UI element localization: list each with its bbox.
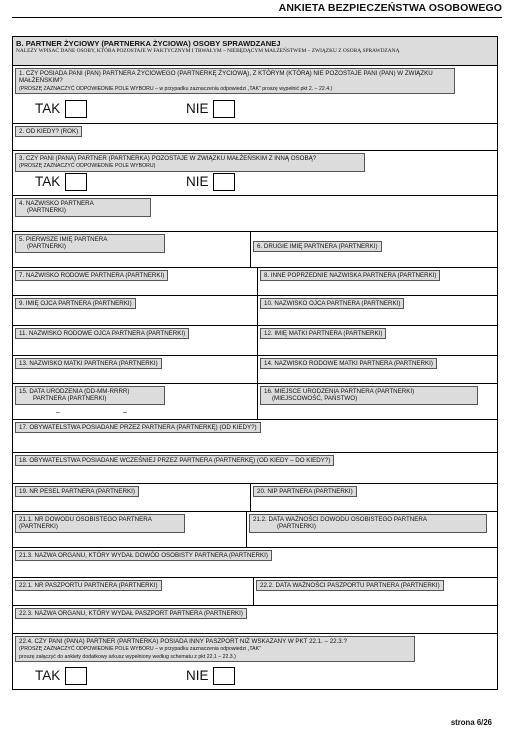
partner-form (12, 36, 498, 690)
question-21-2-label (249, 514, 487, 533)
question-21-1-label (15, 514, 185, 533)
question-20-field[interactable] (251, 484, 497, 511)
question-22-1-label: 22.1. NR PASZPORTU PARTNERA (PARTNERKI) (15, 580, 162, 591)
question-22-4-tak-checkbox[interactable] (65, 667, 87, 685)
question-2-row[interactable] (13, 124, 497, 151)
question-22-4-text: 22.4. CZY PANI (PANA) PARTNER (PARTNERKA) POSIADA INNY PASZPORT NIŻ WSKAZANY W PKT 22.1. – 22.3.? (19, 638, 347, 645)
question-15-field[interactable] (13, 384, 258, 419)
question-19-label: 19. NR PESEL PARTNERA (PARTNERKI) (15, 486, 139, 497)
question-22-1-field[interactable] (13, 578, 254, 605)
question-9-label: 9. IMIĘ OJCA PARTNERA (PARTNERKI) (15, 298, 136, 309)
question-14-label: 14. NAZWISKO RODOWE MATKI PARTNERA (PARTNERKI) (260, 358, 437, 369)
question-5-text: 5. PIERWSZE IMIĘ PARTNERA (19, 236, 108, 243)
question-13-label: 13. NAZWISKO MATKI PARTNERA (PARTNERKI) (15, 358, 162, 369)
question-4-text: 4. NAZWISKO PARTNERA (19, 200, 94, 207)
question-8-label: 8. INNE POPRZEDNIE NAZWISKA PARTNERA (PARTNERKI) (260, 270, 440, 281)
question-3-nie-checkbox[interactable] (213, 173, 235, 191)
question-22-3-label: 22.3. NAZWA ORGANU, KTÓRY WYDAŁ PASZPORT PARTNERA (PARTNERKI) (15, 608, 247, 619)
question-22-4-tak-label: TAK (35, 668, 61, 683)
question-6-field[interactable] (251, 232, 497, 267)
page-number: strona 6/26 (450, 718, 492, 727)
question-14-field[interactable] (258, 356, 497, 383)
section-title: B. PARTNER ŻYCIOWY (PARTNERKA ŻYCIOWA) OSOBY SPRAWDZANEJ (16, 39, 281, 48)
question-1-label (15, 68, 455, 94)
question-17-row[interactable] (13, 420, 497, 453)
question-18-row[interactable] (13, 453, 497, 484)
question-4-row[interactable] (13, 196, 497, 232)
question-13-14-row (13, 356, 497, 384)
document-title: ANKIETA BEZPIECZEŃSTWA OSOBOWEGO (278, 2, 502, 14)
question-7-label: 7. NAZWISKO RODOWE PARTNERA (PARTNERKI) (15, 270, 168, 281)
question-1-hint: (PROSZĘ ZAZNACZYĆ ODPOWIEDNIE POLE WYBORU – w przypadku zaznaczenia odpowiedzi „TAK” proszę wypełnić pkt 2. – 22.4.) (19, 85, 333, 92)
question-22-4-row (13, 634, 497, 689)
question-1-nie-label: NIE (186, 101, 209, 116)
date-separator-2: – (123, 409, 127, 416)
question-5-6-row (13, 232, 497, 268)
question-17-label: 17. OBYWATELSTWA POSIADANE PRZEZ PARTNERA (PARTNERKĘ) (OD KIEDY?) (15, 422, 261, 433)
question-19-field[interactable] (13, 484, 251, 511)
question-6-label: 6. DRUGIE IMIĘ PARTNERA (PARTNERKI) (253, 241, 382, 252)
question-19-20-row (13, 484, 497, 512)
question-22-2-label: 22.2. DATA WAŻNOŚCI PASZPORTU PARTNERA (PARTNERKI) (256, 580, 444, 591)
question-15-label (15, 386, 165, 405)
question-12-label: 12. IMIĘ MATKI PARTNERA (PARTNERKI) (260, 328, 386, 339)
question-16-text-2: (MIEJSCOWOŚĆ, PAŃSTWO) (272, 395, 358, 403)
question-3-nie-label: NIE (186, 174, 209, 189)
question-11-12-row (13, 326, 497, 356)
question-22-4-hint-2: proszę załączyć do ankiety dodatkowy arkusz wypełniony według schematu z pkt 22.1 – 22.3.) (19, 653, 236, 660)
question-22-4-hint: (PROSZĘ ZAZNACZYĆ ODPOWIEDNIE POLE WYBORU – w przypadku zaznaczenia odpowiedzi „TAK” (19, 646, 261, 653)
question-4-label (15, 198, 151, 217)
question-3-hint: (PROSZĘ ZAZNACZYĆ ODPOWIEDNIE POLE WYBORU) (19, 163, 156, 170)
question-5-field[interactable] (13, 232, 251, 267)
question-12-field[interactable] (258, 326, 497, 355)
question-16-field[interactable] (258, 384, 497, 419)
question-10-field[interactable] (258, 296, 497, 325)
question-2-label: 2. OD KIEDY? (ROK) (15, 126, 82, 137)
question-22-4-label (15, 636, 415, 662)
question-3-tak-label: TAK (35, 174, 61, 189)
question-3-tak-checkbox[interactable] (65, 173, 87, 191)
question-10-label: 10. NAZWISKO OJCA PARTNERA (PARTNERKI) (260, 298, 404, 309)
question-7-8-row (13, 268, 497, 296)
question-20-label: 20. NIP PARTNERA (PARTNERKI) (253, 486, 357, 497)
title-rule (12, 17, 502, 18)
question-4-text-2: (PARTNERKI) (27, 207, 66, 215)
question-22-1-2-row (13, 578, 497, 606)
question-9-field[interactable] (13, 296, 258, 325)
question-15-text: 15. DATA URODZENIA (DD-MM-RRRR) (19, 388, 130, 395)
question-22-4-nie-checkbox[interactable] (213, 667, 235, 685)
question-21-1-field[interactable] (13, 512, 247, 547)
question-5-text-2: (PARTNERKI) (27, 243, 66, 251)
section-note: NALEŻY WPISAĆ DANE OSOBY, KTÓRA POZOSTAJE W FAKTYCZNYM I TRWAŁYM – NIEBĘDĄCYM MAŁŻEŃSTWEM – ZWIĄZKU Z OSOBĄ SPRAWDZANĄ (16, 48, 400, 54)
question-21-1-2-row (13, 512, 497, 548)
question-15-16-row (13, 384, 497, 420)
question-21-2-text-2: (PARTNERKI) (277, 523, 316, 531)
question-1-nie-checkbox[interactable] (213, 100, 235, 118)
question-3-row (13, 151, 497, 196)
question-22-4-nie-label: NIE (186, 668, 209, 683)
question-21-3-label: 21.3. NAZWA ORGANU, KTÓRY WYDAŁ DOWÓD OSOBISTY PARTNERA (PARTNERKI) (15, 550, 272, 561)
question-16-label (260, 386, 478, 405)
question-18-label: 18. OBYWATELSTWA POSIADANE WCZEŚNIEJ PRZEZ PARTNERA (PARTNERKĘ) (OD KIEDY – DO KIEDY?) (15, 455, 334, 466)
question-21-2-text: 21.2. DATA WAŻNOŚCI DOWODU OSOBISTEGO PARTNERA (253, 516, 427, 523)
question-15-text-2: PARTNERA (PARTNERKI) (33, 395, 107, 403)
question-7-field[interactable] (13, 268, 258, 295)
question-22-3-row[interactable] (13, 606, 497, 634)
question-11-label: 11. NAZWISKO RODOWE OJCA PARTNERA (PARTNERKI) (15, 328, 189, 339)
question-1-tak-label: TAK (35, 101, 61, 116)
question-22-2-field[interactable] (254, 578, 497, 605)
question-3-text: 3. CZY PANI (PANA) PARTNER (PARTNERKA) POZOSTAJE W ZWIĄZKU MAŁŻEŃSKIM Z INNĄ OSOBĄ? (19, 155, 317, 162)
section-header (13, 37, 497, 66)
question-3-label (15, 153, 365, 172)
question-21-3-row[interactable] (13, 548, 497, 578)
question-8-field[interactable] (258, 268, 497, 295)
question-1-row (13, 66, 497, 124)
question-1-text: 1. CZY POSIADA PANI (PAN) PARTNERA ŻYCIOWEGO (PARTNERKĘ ŻYCIOWĄ), Z KTÓRYM (KTÓRĄ) NIE POZOSTAJE PANI (PAN) W ZWIĄZKU MAŁŻEŃSKIM? (19, 70, 433, 85)
question-21-1-text: 21.1. NR DOWODU OSOBISTEGO PARTNERA (19, 516, 152, 523)
question-16-text: 16. MIEJSCE URODZENIA PARTNERA (PARTNERKI) (264, 388, 415, 395)
question-1-tak-checkbox[interactable] (65, 100, 87, 118)
question-9-10-row (13, 296, 497, 326)
date-separator-1: – (56, 409, 60, 416)
question-13-field[interactable] (13, 356, 258, 383)
question-21-2-field[interactable] (247, 512, 497, 547)
question-5-label (15, 234, 165, 253)
question-11-field[interactable] (13, 326, 258, 355)
question-21-1-text-2: (PARTNERKI) (19, 523, 58, 531)
